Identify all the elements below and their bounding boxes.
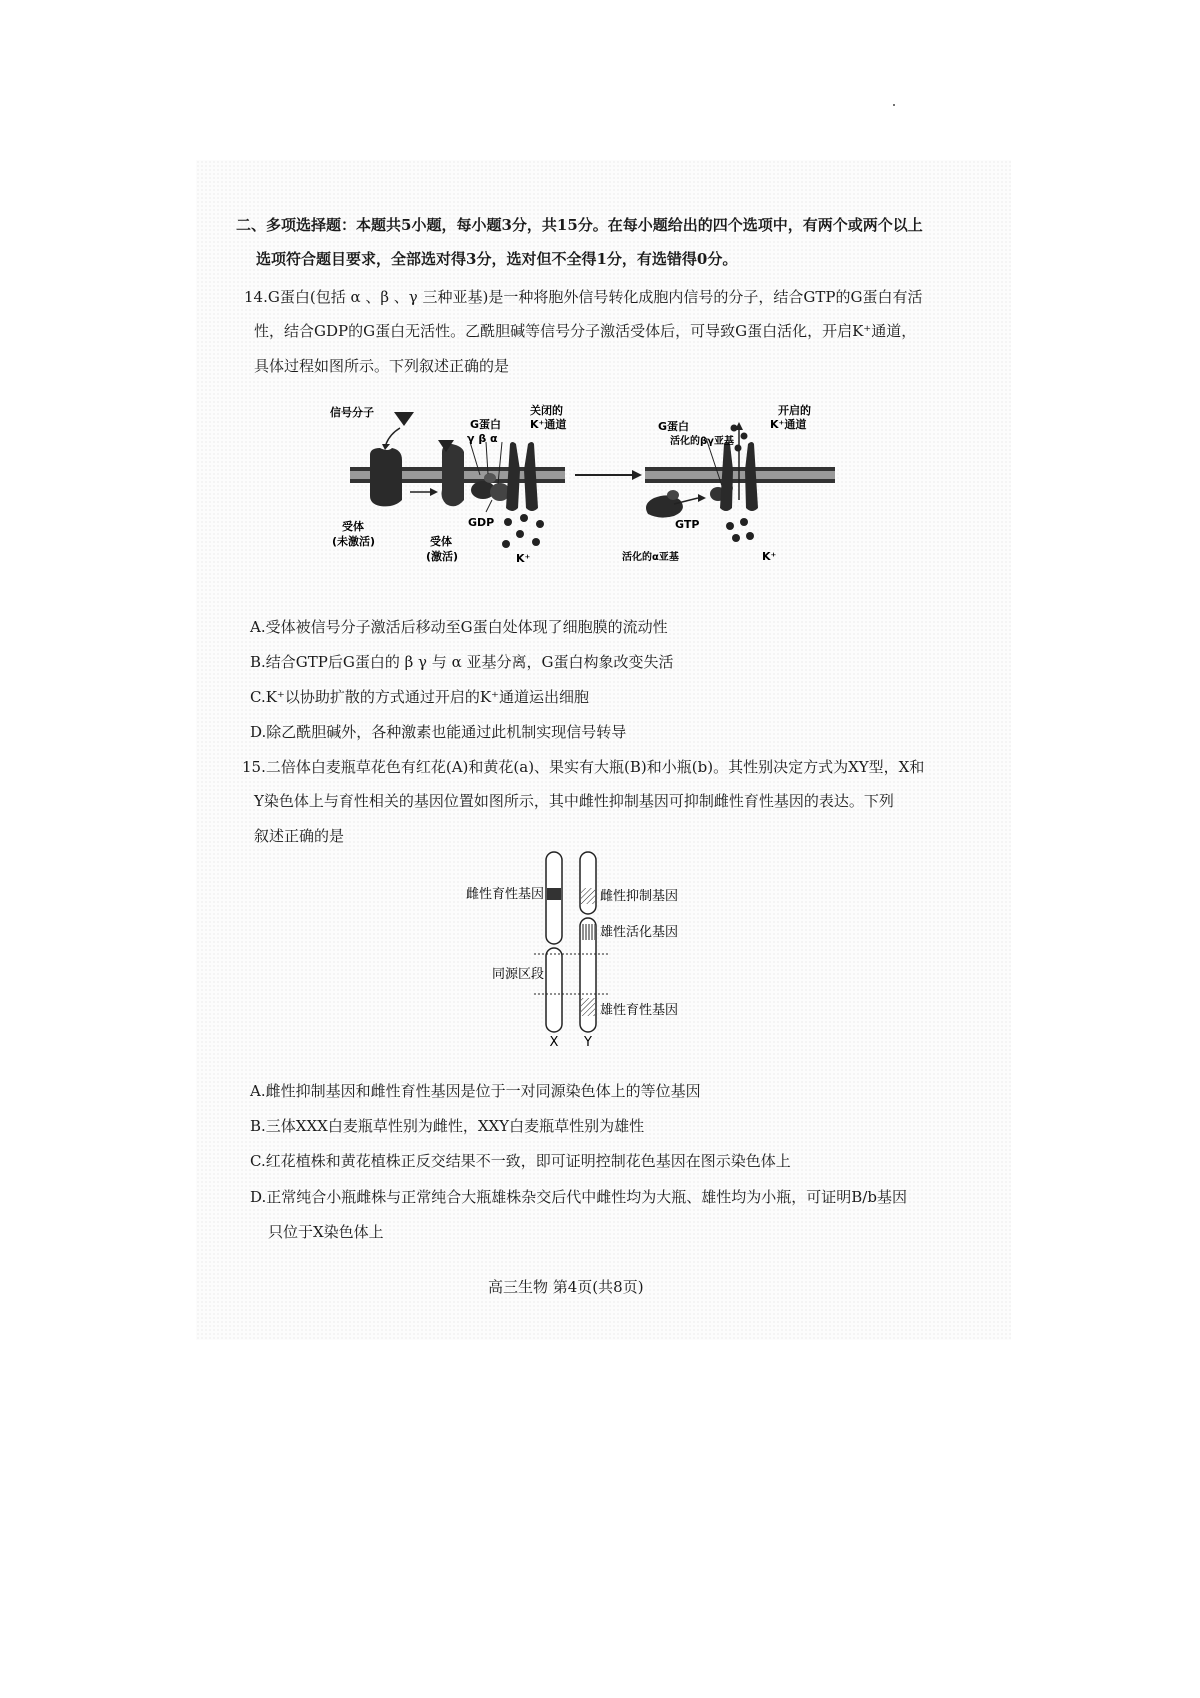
label-activated-bg: 活化的βγ亚基 [670, 436, 734, 447]
label-greek: γ β α [467, 432, 498, 445]
closed-k-channel-icon [506, 442, 520, 511]
label-closed-channel: K⁺通道 [530, 418, 567, 431]
g-protein-diagram [330, 400, 840, 575]
section-heading-cont: 选项符合题目要求，全部选对得3分，选对但不全得1分，有选错得0分。 [256, 250, 738, 268]
label-receptor-active: (激活) [426, 550, 459, 563]
section-heading: 二、多项选择题：本题共5小题，每小题3分，共15分。在每小题给出的四个选项中，有两个或两个以上 [236, 216, 923, 234]
q15-option-a: A.雌性抑制基因和雌性育性基因是位于一对同源染色体上的等位基因 [250, 1082, 701, 1100]
y-chromosome-upper [580, 852, 596, 914]
label-k-ion: K⁺ [516, 552, 531, 565]
xy-chromosome-diagram [450, 848, 710, 1048]
label-signal-molecule: 信号分子 [330, 406, 374, 419]
q14-option-a: A.受体被信号分子激活后移动至G蛋白处体现了细胞膜的流动性 [250, 618, 668, 636]
label-activated-alpha: 活化的α亚基 [622, 552, 679, 563]
signal-molecule-icon [394, 412, 414, 426]
q14-stem-line: 具体过程如图所示。下列叙述正确的是 [254, 357, 510, 375]
label-gtp: GTP [675, 518, 700, 531]
label-male-activation: 雄性活化基因 [600, 925, 679, 940]
q15-stem-line: 15.二倍体白麦瓶草花色有红花(A)和黄花(a)、果实有大瓶(B)和小瓶(b)。其性别决定方式为XY型，X和 [242, 758, 925, 776]
label-female-fertility: 雌性育性基因 [465, 887, 544, 902]
receptor-inactive-icon [370, 448, 402, 506]
label-female-suppressor: 雌性抑制基因 [600, 889, 679, 904]
label-open-channel: 开启的 [778, 404, 811, 417]
label-male-fertility: 雄性育性基因 [600, 1003, 679, 1018]
q15-stem-line: 叙述正确的是 [254, 827, 345, 845]
q14-stem-line: 性，结合GDP的G蛋白无活性。乙酰胆碱等信号分子激活受体后，可导致G蛋白活化，开启K⁺通道， [254, 322, 917, 340]
q15-option-b: B.三体XXX白麦瓶草性别为雌性，XXY白麦瓶草性别为雄性 [250, 1117, 645, 1135]
x-chromosome-lower [546, 948, 562, 1032]
page-footer: 高三生物 第4页(共8页) [488, 1278, 644, 1296]
label-receptor-active: 受体 [430, 535, 452, 548]
activated-alpha-icon [646, 495, 683, 517]
q14-option-d: D.除乙酰胆碱外，各种激素也能通过此机制实现信号转导 [250, 723, 627, 741]
label-receptor-inactive: (未激活) [332, 535, 376, 548]
speck [893, 104, 895, 106]
q14-option-c: C.K⁺以协助扩散的方式通过开启的K⁺通道运出细胞 [250, 688, 589, 706]
label-receptor-inactive: 受体 [342, 520, 364, 533]
label-g-protein-right: G蛋白 [658, 420, 690, 433]
label-closed-channel: 关闭的 [530, 404, 563, 417]
label-y: Y [584, 1035, 592, 1048]
q15-option-d: D.正常纯合小瓶雌株与正常纯合大瓶雄株杂交后代中雌性均为大瓶、雄性均为小瓶，可证明B/b基因 [250, 1188, 907, 1206]
label-open-channel: K⁺通道 [770, 418, 807, 431]
q15-stem-line: Y染色体上与育性相关的基因位置如图所示，其中雌性抑制基因可抑制雌性育性基因的表达。下列 [254, 792, 894, 810]
q14-option-b: B.结合GTP后G蛋白的 β γ 与 α 亚基分离，G蛋白构象改变失活 [250, 653, 674, 671]
label-homologous: 同源区段 [491, 967, 544, 982]
q15-option-d-cont: 只位于X染色体上 [268, 1223, 384, 1241]
label-k-ion-right: K⁺ [762, 550, 777, 563]
label-x: X [549, 1035, 559, 1048]
q14-stem-line: 14.G蛋白(包括 α 、β 、γ 三种亚基)是一种将胞外信号转化成胞内信号的分子，结合GTP的G蛋白有活 [244, 288, 923, 306]
q15-option-c: C.红花植株和黄花植株正反交结果不一致，即可证明控制花色基因在图示染色体上 [250, 1152, 791, 1170]
receptor-active-icon [442, 444, 465, 506]
label-g-protein: G蛋白 [470, 418, 502, 431]
label-gdp: GDP [468, 516, 495, 529]
